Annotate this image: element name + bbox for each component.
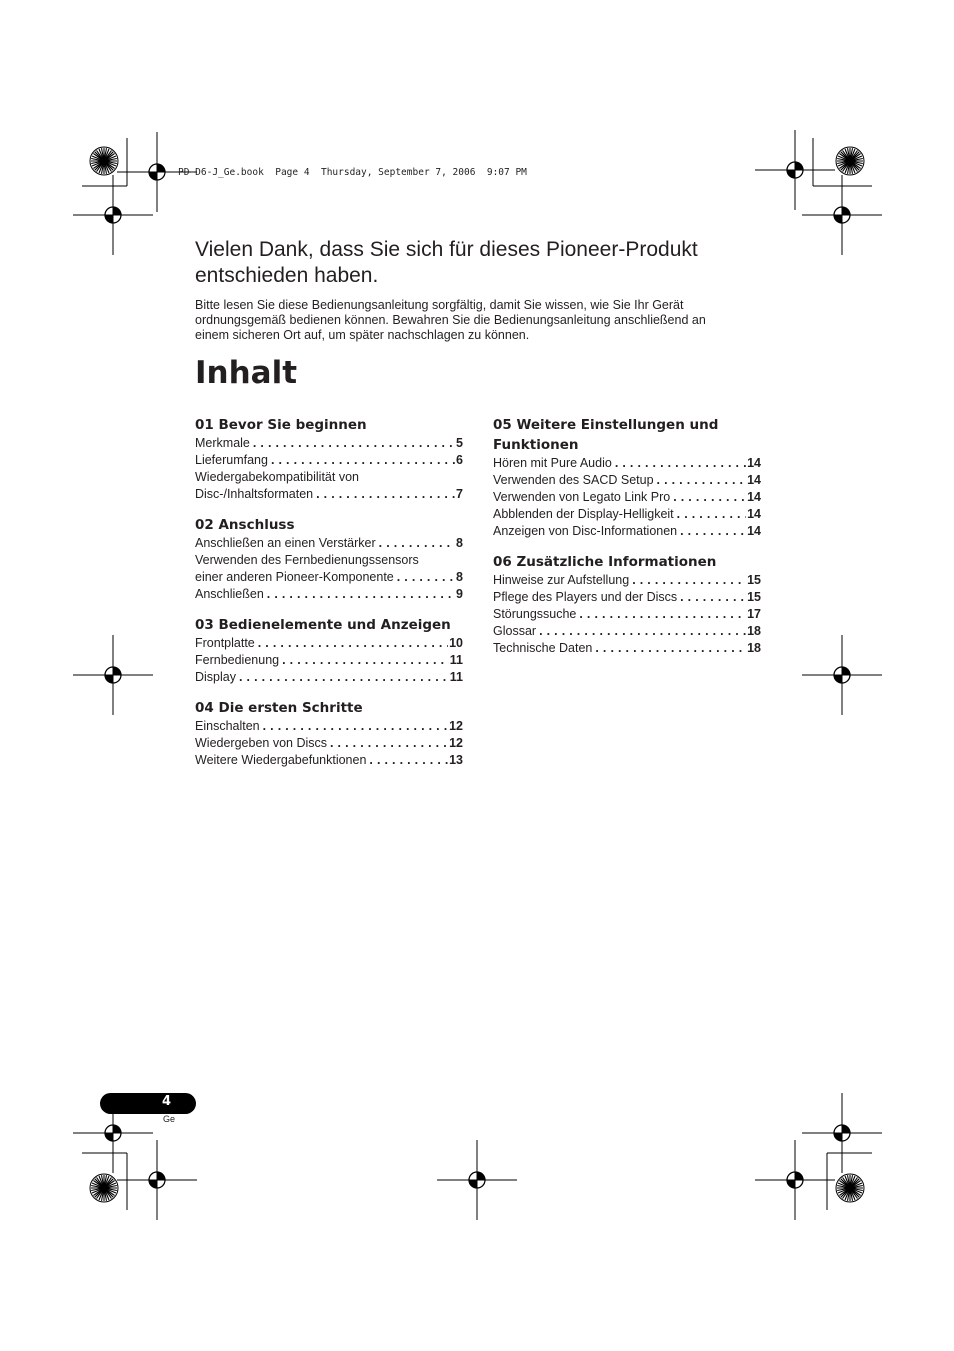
toc-entry-label: Einschalten	[195, 719, 260, 733]
page-language-code: Ge	[163, 1114, 176, 1124]
toc-entry-page: 18	[747, 624, 761, 638]
toc-leader-dots	[330, 735, 448, 752]
toc-entry[interactable]	[195, 569, 463, 586]
toc-entry-label: Störungssuche	[493, 607, 577, 621]
toc-section-title: 02 Anschluss	[195, 517, 295, 533]
toc-entry[interactable]	[493, 455, 761, 472]
toc-entry-page: 13	[449, 753, 463, 767]
intro-heading-line-2: entschieden haben.	[195, 264, 379, 287]
toc-entry-page: 15	[747, 590, 761, 604]
toc-leader-dots	[258, 635, 448, 652]
toc-entry[interactable]	[493, 623, 761, 640]
toc-entry-page: 14	[747, 456, 761, 470]
toc-entry-page: 7	[456, 487, 463, 501]
toc-section-title: 03 Bedienelemente und Anzeigen	[195, 617, 451, 633]
toc-entry[interactable]	[493, 589, 761, 606]
intro-heading	[195, 237, 795, 289]
toc-leader-dots	[615, 455, 746, 472]
toc-entry-page: 12	[449, 719, 463, 733]
toc-leader-dots	[595, 640, 746, 657]
toc-leader-dots	[379, 535, 455, 552]
toc-entry-label: Pflege des Players und der Discs	[493, 590, 678, 604]
toc-section-title-line-1: 05 Weitere Einstellungen und	[493, 417, 719, 433]
toc-entry-label: Weitere Wiedergabefunktionen	[195, 753, 367, 767]
toc-entry-page: 11	[449, 653, 463, 667]
toc-section-05	[493, 415, 761, 540]
toc-entry[interactable]	[195, 718, 463, 735]
toc-entry-label: Hinweise zur Aufstellung	[493, 573, 630, 587]
toc-entry-label: Verwenden des SACD Setup	[493, 473, 654, 487]
toc-section-02	[195, 515, 463, 603]
toc-entry[interactable]	[493, 472, 761, 489]
toc-column-right	[493, 415, 761, 669]
toc-entry[interactable]	[195, 669, 463, 686]
toc-entry[interactable]	[493, 489, 761, 506]
toc-entry-page: 10	[449, 636, 463, 650]
toc-entry[interactable]	[493, 606, 761, 623]
toc-entry-label: Glossar	[493, 624, 537, 638]
toc-leader-dots	[579, 606, 746, 623]
toc-entry[interactable]	[195, 535, 463, 552]
toc-entry[interactable]	[195, 586, 463, 603]
toc-column-left	[195, 415, 463, 781]
toc-section-title-line-2: Funktionen	[493, 437, 579, 453]
page-number-tab	[100, 1093, 196, 1114]
toc-leader-dots	[369, 752, 448, 769]
toc-entry-page: 12	[449, 736, 463, 750]
toc-leader-dots	[316, 486, 455, 503]
toc-leader-dots	[239, 669, 449, 686]
toc-entry[interactable]	[493, 506, 761, 523]
toc-entry-label: Lieferumfang	[195, 453, 268, 467]
intro-paragraph-line-1: Bitte lesen Sie diese Bedienungsanleitung sorgfältig, damit Sie wissen, wie Sie Ihr Gerät	[195, 298, 684, 312]
toc-entry-label: Display	[195, 670, 236, 684]
toc-entry-label-line-1[interactable]: Wiedergabekompatibilität von	[195, 470, 359, 484]
toc-entry[interactable]	[195, 752, 463, 769]
toc-entry-label: Frontplatte	[195, 636, 255, 650]
toc-leader-dots	[677, 506, 746, 523]
toc-entry[interactable]	[493, 640, 761, 657]
toc-entry-page: 9	[456, 587, 463, 601]
toc-entry[interactable]	[195, 635, 463, 652]
toc-entry-page: 8	[456, 570, 463, 584]
toc-section-title: 04 Die ersten Schritte	[195, 700, 363, 716]
toc-entry-label: Disc-/Inhaltsformaten	[195, 487, 314, 501]
toc-entry-label: Technische Daten	[493, 641, 593, 655]
toc-entry[interactable]	[493, 523, 761, 540]
toc-section-01	[195, 415, 463, 503]
toc-section-06	[493, 552, 761, 657]
intro-paragraph-line-3: einem sicheren Ort auf, um später nachschlagen zu können.	[195, 328, 530, 342]
toc-leader-dots	[397, 569, 455, 586]
toc-section-title: 06 Zusätzliche Informationen	[493, 554, 717, 570]
toc-entry-label: Abblenden der Display-Helligkeit	[493, 507, 674, 521]
toc-leader-dots	[539, 623, 746, 640]
toc-entry-label: Hören mit Pure Audio	[493, 456, 612, 470]
toc-leader-dots	[267, 586, 455, 603]
toc-entry-page: 18	[747, 641, 761, 655]
contents-title: Inhalt	[195, 355, 298, 391]
file-info-header: PD-D6-J_Ge.book Page 4 Thursday, September 7, 2006 9:07 PM	[178, 167, 527, 178]
toc-entry-page: 17	[747, 607, 761, 621]
toc-entry-page: 11	[449, 670, 463, 684]
toc-entry-label: Merkmale	[195, 436, 250, 450]
toc-entry[interactable]	[195, 735, 463, 752]
toc-section-title: 01 Bevor Sie beginnen	[195, 417, 367, 433]
toc-entry-page: 14	[747, 507, 761, 521]
toc-leader-dots	[282, 652, 449, 669]
toc-entry[interactable]	[195, 486, 463, 503]
toc-entry-label: Anschließen	[195, 587, 264, 601]
toc-entry-label-line-1[interactable]: Verwenden des Fernbedienungssensors	[195, 553, 419, 567]
toc-entry-page: 5	[456, 436, 463, 450]
toc-section-04	[195, 698, 463, 769]
toc-leader-dots	[253, 435, 455, 452]
toc-entry[interactable]	[195, 435, 463, 452]
toc-leader-dots	[680, 523, 746, 540]
intro-paragraph	[195, 298, 775, 343]
toc-section-03	[195, 615, 463, 686]
toc-entry-label: Fernbedienung	[195, 653, 280, 667]
toc-entry-label: Anschließen an einen Verstärker	[195, 536, 376, 550]
toc-entry[interactable]	[195, 652, 463, 669]
toc-entry-page: 14	[747, 490, 761, 504]
toc-entry[interactable]	[195, 452, 463, 469]
toc-entry-label: Anzeigen von Disc-Informationen	[493, 524, 678, 538]
intro-heading-line-1: Vielen Dank, dass Sie sich für dieses Pioneer-Produkt	[195, 238, 698, 261]
toc-leader-dots	[263, 718, 448, 735]
intro-paragraph-line-2: ordnungsgemäß bedienen können. Bewahren Sie die Bedienungsanleitung anschließend an	[195, 313, 706, 327]
toc-entry-page: 6	[456, 453, 463, 467]
toc-entry[interactable]	[493, 572, 761, 589]
toc-leader-dots	[657, 472, 747, 489]
toc-entry-page: 8	[456, 536, 463, 550]
toc-entry-page: 14	[747, 524, 761, 538]
toc-leader-dots	[680, 589, 746, 606]
toc-entry-label: Verwenden von Legato Link Pro	[493, 490, 671, 504]
toc-entry-label: einer anderen Pioneer-Komponente	[195, 570, 394, 584]
page-number: 4	[162, 1094, 172, 1109]
toc-entry-page: 14	[747, 473, 761, 487]
toc-entry-page: 15	[747, 573, 761, 587]
toc-leader-dots	[632, 572, 746, 589]
toc-leader-dots	[673, 489, 746, 506]
toc-entry-label: Wiedergeben von Discs	[195, 736, 328, 750]
toc-leader-dots	[271, 452, 455, 469]
